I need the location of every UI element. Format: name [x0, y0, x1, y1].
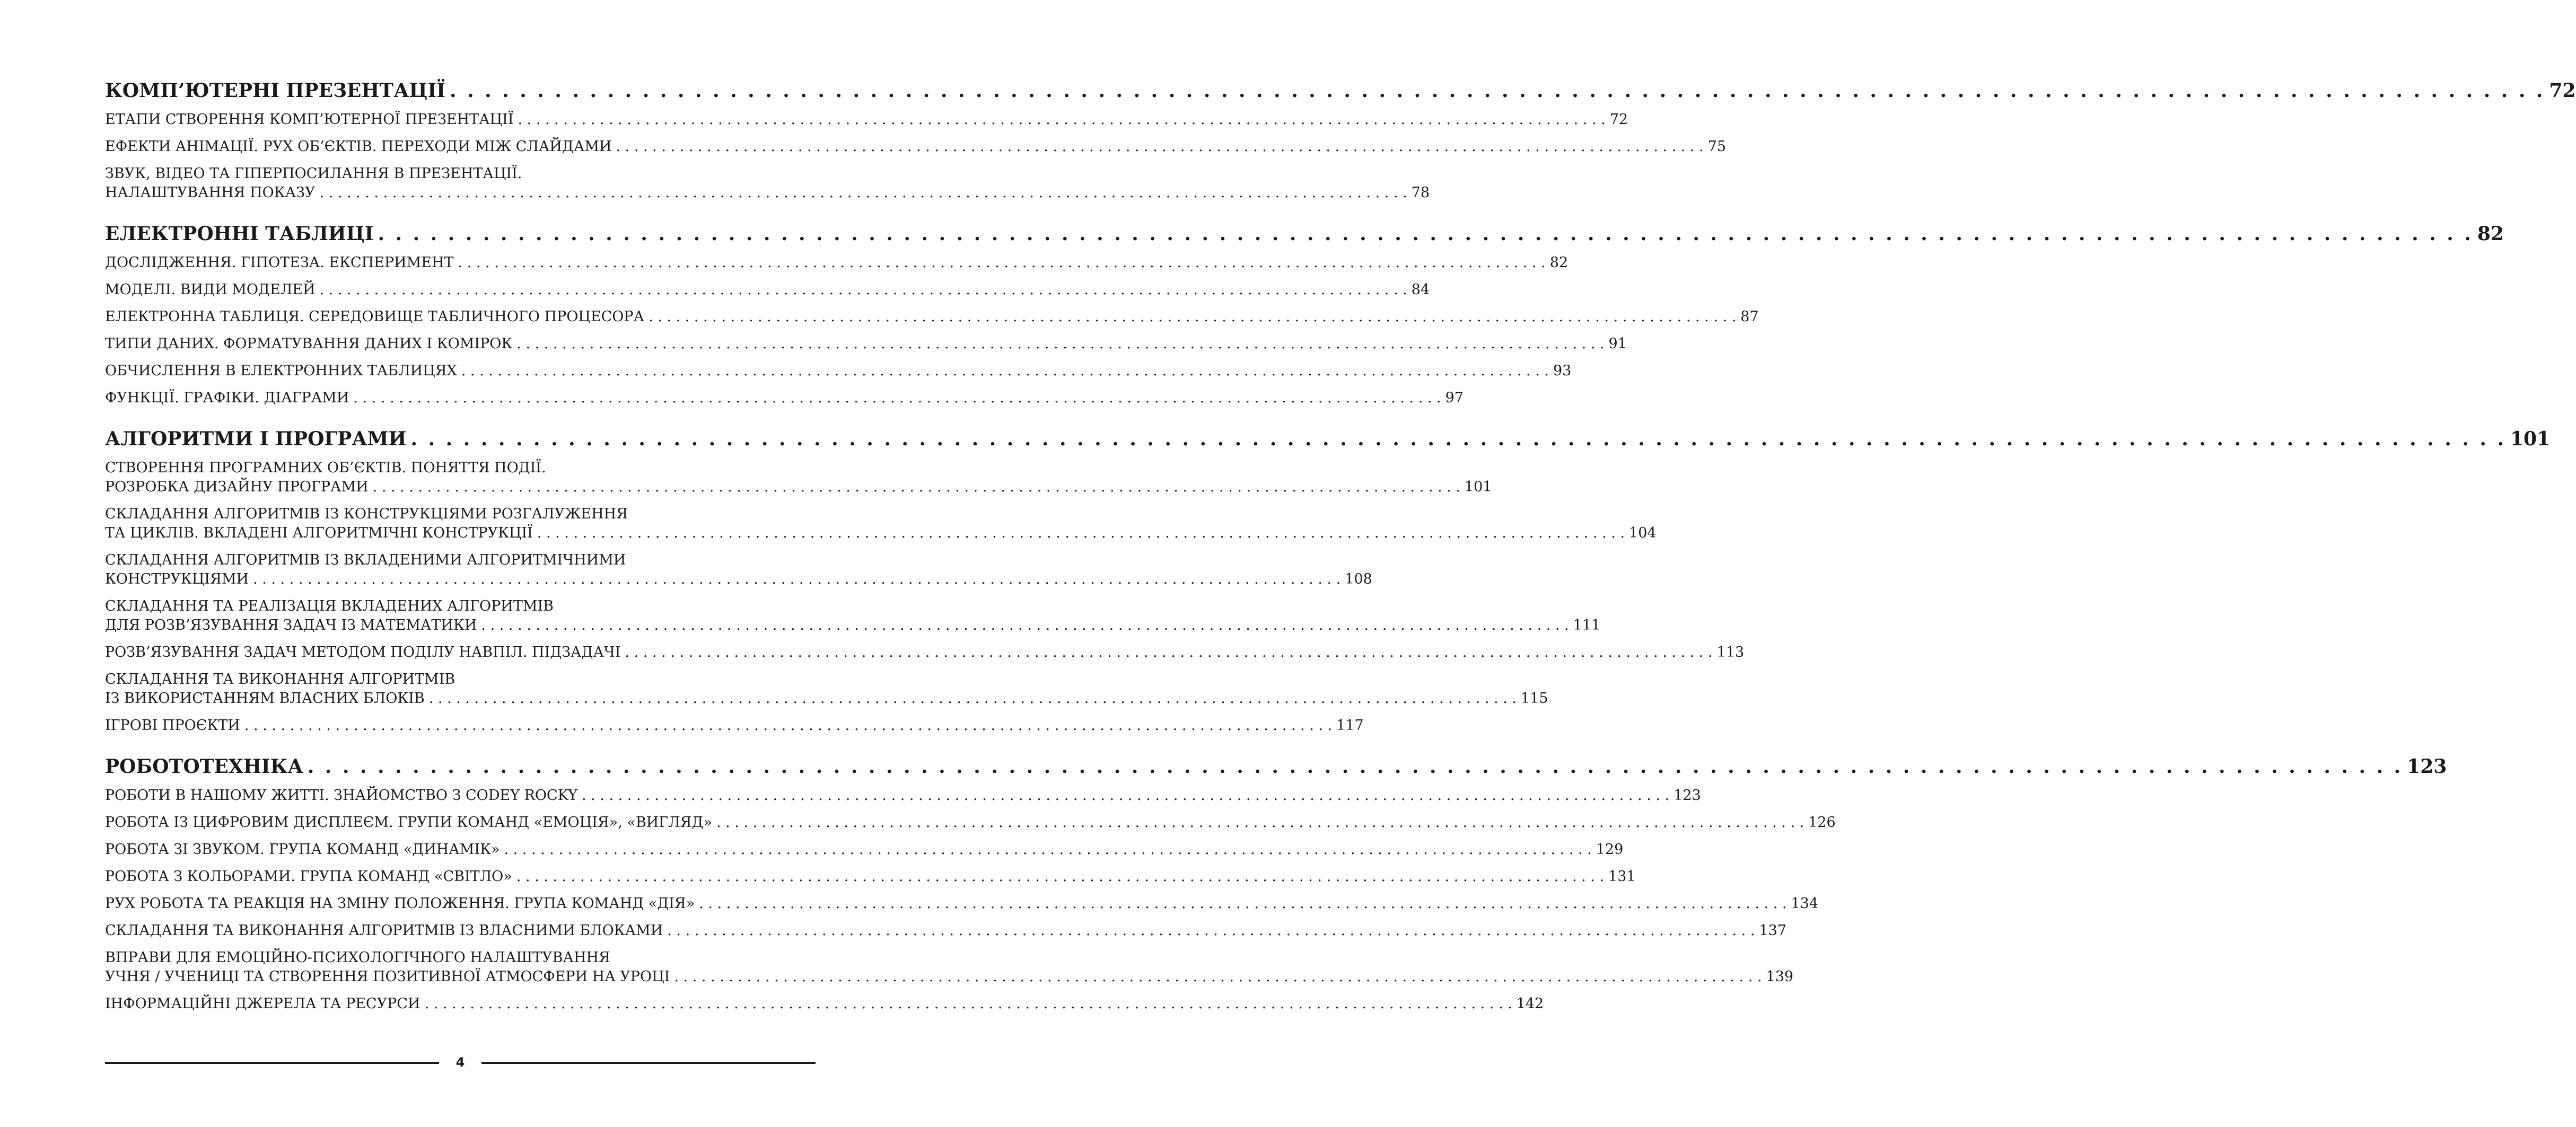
dot-leader — [516, 334, 1604, 354]
toc-entry — [105, 786, 1701, 805]
dot-leader — [699, 894, 1786, 913]
entry-row — [105, 110, 1628, 129]
entry-row — [105, 616, 1601, 635]
entry-row — [105, 921, 1787, 940]
entry-title-line1: СТВОРЕННЯ ПРОГРАМНИХ ОБ’ЄКТІВ. ПОНЯТТЯ ПОДІЇ. — [105, 460, 546, 476]
entry-page-number: 117 — [1336, 717, 1364, 734]
entry-page-number: 78 — [1411, 184, 1430, 201]
entry-title: РОБОТИ В НАШОМУ ЖИТТІ. ЗНАЙОМСТВО З CODEY ROCKY — [105, 787, 577, 804]
toc-entry — [105, 110, 1628, 129]
toc-entry — [105, 362, 1572, 381]
toc-entry — [105, 867, 1636, 886]
entry-page-number: 142 — [1516, 996, 1544, 1012]
entry-row — [105, 362, 1572, 381]
entry-page-number: 84 — [1411, 281, 1430, 298]
dot-leader — [429, 689, 1517, 708]
entry-row — [105, 478, 1492, 497]
toc-entry — [105, 921, 1787, 940]
entry-row — [105, 994, 1544, 1014]
entry-page-number: 139 — [1766, 968, 1794, 985]
toc-entry — [105, 137, 1727, 156]
entry-row — [105, 137, 1727, 156]
entry-row — [105, 786, 1701, 805]
toc-entry — [105, 894, 1819, 913]
dot-leader — [308, 755, 2403, 778]
entry-row — [105, 280, 1430, 300]
dot-leader — [244, 716, 1332, 735]
entry-page-number: 82 — [1549, 254, 1569, 271]
entry-row — [105, 389, 1464, 408]
entry-row — [105, 867, 1636, 886]
dot-leader — [504, 840, 1591, 859]
entry-page-number: 111 — [1573, 617, 1601, 633]
entry-page-number: 131 — [1608, 868, 1636, 885]
entry-page-number: 97 — [1445, 390, 1464, 406]
entry-row — [105, 253, 1569, 272]
toc-section — [105, 755, 2447, 1014]
entry-title: РОБОТА ЗІ ЗВУКОМ. ГРУПА КОМАНД «ДИНАМІК» — [105, 841, 500, 858]
toc-entry — [105, 164, 1430, 202]
section-page-number: 123 — [2407, 755, 2447, 778]
entry-title: МОДЕЛІ. ВИДИ МОДЕЛЕЙ — [105, 281, 316, 298]
dot-leader — [253, 570, 1340, 589]
entry-row — [105, 307, 1759, 327]
entry-page-number: 113 — [1716, 644, 1745, 661]
entry-title: ЕЛЕКТРОННА ТАБЛИЦЯ. СЕРЕДОВИЩЕ ТАБЛИЧНОГО ПРОЦЕСОРА — [105, 309, 645, 325]
entry-title-line1: СКЛАДАННЯ ТА ВИКОНАННЯ АЛГОРИТМІВ — [105, 671, 455, 688]
entry-title: ДОСЛІДЖЕННЯ. ГІПОТЕЗА. ЕКСПЕРИМЕНТ — [105, 254, 454, 271]
entry-page-number: 104 — [1629, 525, 1657, 541]
toc-section — [105, 223, 2504, 408]
dot-leader — [319, 183, 1407, 202]
dot-leader — [378, 223, 2473, 245]
section-heading-row — [105, 428, 2551, 451]
toc-entry — [105, 813, 1836, 832]
toc-section — [105, 428, 2551, 735]
toc-entry — [105, 551, 1372, 589]
section-heading-row — [105, 223, 2504, 246]
entry-page-number: 72 — [1609, 111, 1628, 128]
entry-title: РОБОТА З КОЛЬОРАМИ. ГРУПА КОМАНД «СВІТЛО» — [105, 868, 512, 885]
dot-leader — [582, 786, 1669, 805]
table-of-contents — [105, 80, 2576, 1034]
entry-title-line1: СКЛАДАННЯ АЛГОРИТМІВ ІЗ КОНСТРУКЦІЯМИ РОЗГАЛУЖЕННЯ — [105, 506, 628, 522]
entry-page-number: 137 — [1759, 922, 1787, 939]
toc-entry — [105, 716, 1364, 735]
entry-title: РОЗРОБКА ДИЗАЙНУ ПРОГРАМИ — [105, 479, 369, 495]
footer-rule-left — [105, 1062, 439, 1064]
dot-leader — [424, 994, 1512, 1014]
section-title: АЛГОРИТМИ І ПРОГРАМИ — [105, 428, 407, 450]
entry-title: ЕТАПИ СТВОРЕННЯ КОМП’ЮТЕРНОЇ ПРЕЗЕНТАЦІЇ — [105, 111, 514, 128]
entry-page-number: 87 — [1740, 309, 1759, 325]
section-page-number: 72 — [2549, 80, 2576, 102]
entry-row — [105, 183, 1430, 202]
toc-entry — [105, 389, 1464, 408]
section-page-number: 82 — [2477, 223, 2504, 245]
entry-title-line1: ВПРАВИ ДЛЯ ЕМОЦІЙНО-ПСИХОЛОГІЧНОГО НАЛАШТУВАННЯ — [105, 949, 610, 966]
entry-row — [105, 840, 1624, 859]
dot-leader — [458, 253, 1546, 272]
footer-rule-right — [481, 1062, 816, 1064]
toc-entry — [105, 334, 1627, 354]
entry-title: НАЛАШТУВАННЯ ПОКАЗУ — [105, 184, 316, 201]
entry-row — [105, 570, 1372, 589]
dot-leader — [667, 921, 1755, 940]
entry-row — [105, 643, 1745, 662]
entry-title: СКЛАДАННЯ ТА ВИКОНАННЯ АЛГОРИТМІВ ІЗ ВЛАСНИМИ БЛОКАМИ — [105, 922, 663, 939]
entry-title: ІНФОРМАЦІЙНІ ДЖЕРЕЛА ТА РЕСУРСИ — [105, 996, 420, 1012]
toc-entry — [105, 307, 1759, 327]
entry-title: ДЛЯ РОЗВ’ЯЗУВАННЯ ЗАДАЧ ІЗ МАТЕМАТИКИ — [105, 617, 477, 633]
entry-page-number: 108 — [1345, 571, 1372, 587]
toc-entry — [105, 280, 1430, 300]
entry-title: УЧНЯ / УЧЕНИЦІ ТА СТВОРЕННЯ ПОЗИТИВНОЇ АТМОСФЕРИ НА УРОЦІ — [105, 968, 670, 985]
entry-title: ТИПИ ДАНИХ. ФОРМАТУВАННЯ ДАНИХ І КОМІРОК — [105, 336, 513, 352]
dot-leader — [516, 867, 1604, 886]
entry-row — [105, 967, 1794, 987]
entry-title: ЕФЕКТИ АНІМАЦІЇ. РУХ ОБ’ЄКТІВ. ПЕРЕХОДИ МІЖ СЛАЙДАМИ — [105, 138, 612, 155]
entry-page-number: 129 — [1596, 841, 1624, 858]
entry-page-number: 75 — [1707, 138, 1727, 155]
entry-page-number: 123 — [1673, 787, 1701, 804]
toc-entry — [105, 597, 1601, 635]
dot-leader — [373, 478, 1460, 497]
section-heading-row — [105, 755, 2447, 779]
section-page-number: 101 — [2510, 428, 2551, 450]
dot-leader — [518, 110, 1606, 129]
entry-title: ІГРОВІ ПРОЄКТИ — [105, 717, 240, 734]
dot-leader — [625, 643, 1712, 662]
entry-title: РУХ РОБОТА ТА РЕАКЦІЯ НА ЗМІНУ ПОЛОЖЕННЯ. ГРУПА КОМАНД «ДІЯ» — [105, 895, 695, 912]
toc-entry — [105, 994, 1544, 1014]
page-footer — [105, 1052, 816, 1073]
entry-row — [105, 524, 1657, 543]
toc-entry — [105, 253, 1569, 272]
dot-leader — [320, 280, 1407, 300]
entry-page-number: 126 — [1808, 814, 1836, 831]
dot-leader — [649, 307, 1736, 327]
dot-leader — [450, 80, 2545, 102]
entry-page-number: 101 — [1464, 479, 1492, 495]
toc-entry — [105, 459, 1492, 497]
entry-page-number: 134 — [1791, 895, 1819, 912]
section-title: РОБОТОТЕХНІКА — [105, 755, 303, 778]
dot-leader — [616, 137, 1704, 156]
entry-page-number: 91 — [1608, 336, 1627, 352]
entry-row — [105, 894, 1819, 913]
entry-title: КОНСТРУКЦІЯМИ — [105, 571, 249, 587]
dot-leader — [537, 524, 1625, 543]
section-title: ЕЛЕКТРОННІ ТАБЛИЦІ — [105, 223, 374, 245]
entry-row — [105, 334, 1627, 354]
entry-title: ТА ЦИКЛІВ. ВКЛАДЕНІ АЛГОРИТМІЧНІ КОНСТРУКЦІЇ — [105, 525, 533, 541]
dot-leader — [481, 616, 1569, 635]
toc-entry — [105, 505, 1657, 543]
entry-title: ФУНКЦІЇ. ГРАФІКИ. ДІАГРАМИ — [105, 390, 349, 406]
entry-title: ІЗ ВИКОРИСТАННЯМ ВЛАСНИХ БЛОКІВ — [105, 690, 425, 707]
entry-title-line1: СКЛАДАННЯ ТА РЕАЛІЗАЦІЯ ВКЛАДЕНИХ АЛГОРИТМІВ — [105, 598, 554, 614]
entry-page-number: 93 — [1553, 363, 1572, 379]
dot-leader — [411, 428, 2506, 450]
entry-page-number: 115 — [1520, 690, 1548, 707]
entry-title-line1: ЗВУК, ВІДЕО ТА ГІПЕРПОСИЛАННЯ В ПРЕЗЕНТАЦІЇ. — [105, 165, 522, 182]
page-number: 4 — [455, 1055, 465, 1070]
toc-entry — [105, 670, 1548, 708]
entry-title: РОЗВ’ЯЗУВАННЯ ЗАДАЧ МЕТОДОМ ПОДІЛУ НАВПІЛ. ПІДЗАДАЧІ — [105, 644, 621, 661]
dot-leader — [353, 389, 1441, 408]
toc-entry — [105, 840, 1624, 859]
entry-title: РОБОТА ІЗ ЦИФРОВИМ ДИСПЛЕЄМ. ГРУПИ КОМАНД «ЕМОЦІЯ», «ВИГЛЯД» — [105, 814, 712, 831]
toc-section — [105, 80, 2576, 202]
dot-leader — [461, 362, 1549, 381]
dot-leader — [674, 967, 1762, 987]
entry-title-line1: СКЛАДАННЯ АЛГОРИТМІВ ІЗ ВКЛАДЕНИМИ АЛГОРИТМІЧНИМИ — [105, 552, 626, 568]
entry-title: ОБЧИСЛЕННЯ В ЕЛЕКТРОННИХ ТАБЛИЦЯХ — [105, 363, 457, 379]
section-title: КОМП’ЮТЕРНІ ПРЕЗЕНТАЦІЇ — [105, 80, 446, 102]
dot-leader — [716, 813, 1804, 832]
entry-row — [105, 716, 1364, 735]
toc-entry — [105, 643, 1745, 662]
entry-row — [105, 689, 1548, 708]
section-heading-row — [105, 80, 2576, 103]
entry-row — [105, 813, 1836, 832]
toc-entry — [105, 948, 1794, 987]
